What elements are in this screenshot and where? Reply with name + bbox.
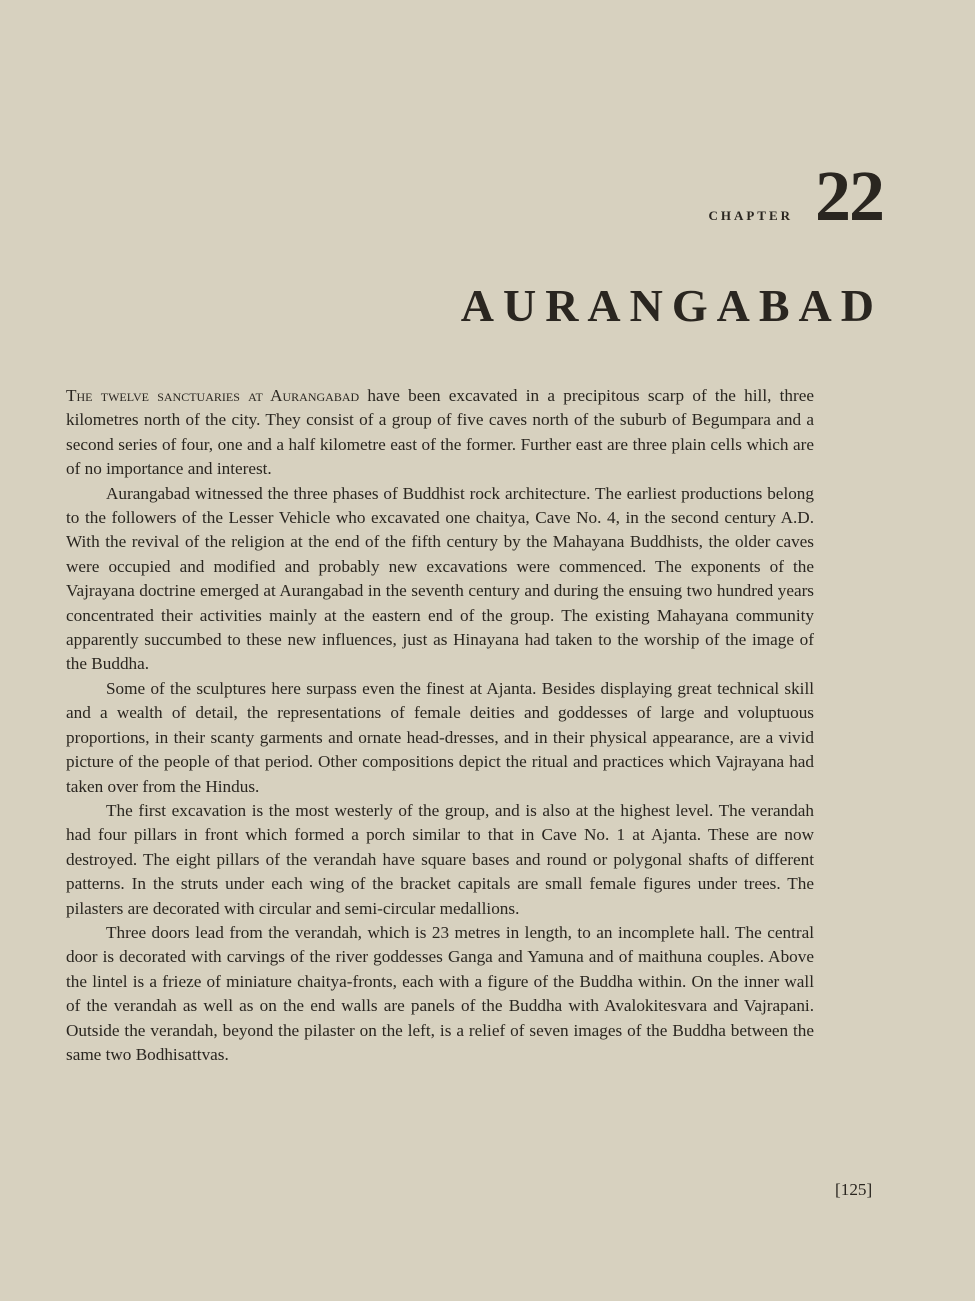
paragraph bbox=[66, 384, 814, 482]
paragraph: Three doors lead from the verandah, which is 23 metres in length, to an incomplete hall. The central door is decorated with carvings of the river goddesses Ganga and Yamuna and of maithuna couples. Above the lintel is a frieze of miniature chaitya-fronts, each with a figure of the Buddha within. On the inner wall of the verandah as well as on the end walls are panels of the Buddha with Avalokitesvara and Vajrapani. Outside the verandah, beyond the pilaster on the left, is a relief of seven images of the Buddha between the same two Bodhisattvas. bbox=[66, 922, 814, 1064]
body-text bbox=[66, 384, 814, 1067]
chapter-heading bbox=[708, 156, 883, 236]
paragraph: Some of the sculptures here surpass even the finest at Ajanta. Besides displaying great technical skill and a wealth of detail, the representations of female deities and goddesses of large and voluptuous proportions, in their scanty garments and ornate head-dresses, and in their physical appearance, are a vivid picture of the people of that period. Other compositions depict the ritual and practices which Vajrayana had taken over from the Hindus. bbox=[66, 678, 814, 796]
chapter-number: 22 bbox=[815, 156, 883, 236]
paragraph-lead: The twelve sanctuaries at Aurangabad bbox=[66, 386, 360, 405]
chapter-title: AURANGABAD bbox=[460, 280, 883, 331]
paragraph: Aurangabad witnessed the three phases of Buddhist rock architecture. The earliest productions belong to the followers of the Lesser Vehicle who excavated one chaitya, Cave No. 4, in the second century A.D. With the revival of the religion at the end of the fifth century by the Mahayana Buddhists, the older caves were occupied and modified and probably new excavations were commenced. The exponents of the Vajrayana doctrine emerged at Aurangabad in the seventh century and during the ensuing two hundred years concentrated their activities mainly at the eastern end of the group. The existing Mahayana community apparently succumbed to these new influences, just as Hinayana had taken to the worship of the image of the Buddha. bbox=[66, 483, 814, 674]
chapter-label: CHAPTER bbox=[708, 208, 793, 223]
paragraph: The first excavation is the most westerly of the group, and is also at the highest level. The verandah had four pillars in front which formed a porch similar to that in Cave No. 1 at Ajanta. These are now destroyed. The eight pillars of the verandah have square bases and round or polygonal shafts of different patterns. In the struts under each wing of the bracket capitals are small female figures under trees. The pilasters are decorated with circular and semi-circular medallions. bbox=[66, 800, 814, 918]
paragraph-text: have been excavated in a precipitous scarp of the hill, three kilometres north of the city. They consist of a group of five caves north of the suburb of Begumpara and a second series of four, one and a half kilometre east of the former. Further east are three plain cells which are of no importance and interest. bbox=[66, 386, 814, 479]
page-number: [125] bbox=[835, 1180, 873, 1199]
